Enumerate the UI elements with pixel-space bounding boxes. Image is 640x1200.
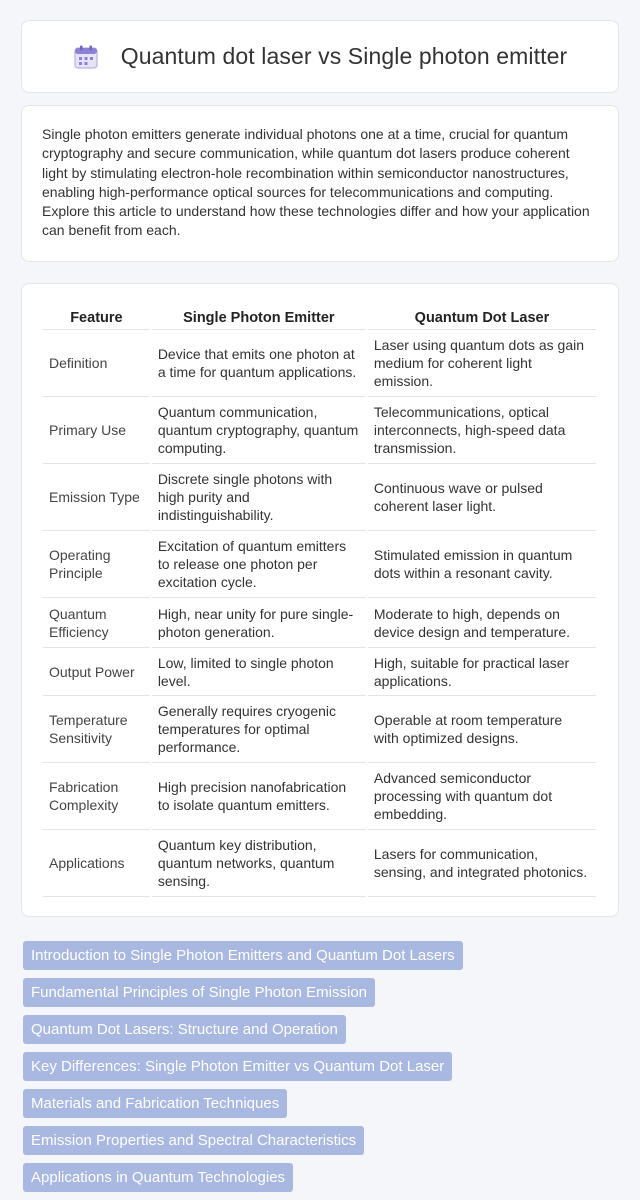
intro-card [21, 105, 619, 262]
row-quantum-dot-laser: High, suitable for practical laser applications. [368, 648, 596, 696]
topic-link[interactable]: Fundamental Principles of Single Photon Emission [23, 978, 375, 1007]
row-single-photon-emitter: Device that emits one photon at a time for quantum applications. [152, 330, 366, 397]
topic-link[interactable]: Emission Properties and Spectral Characteristics [23, 1126, 364, 1155]
intro-text: Single photon emitters generate individual photons one at a time, crucial for quantum cryptography and secure communication, while quantum dot lasers produce coherent light by stimulating electron-hole recombination within semiconductor nanostructures, enabling high-performance optical sources for telecommunications and computing. Explore this article to understand how these technologies differ and how your application can benefit from each. [42, 126, 590, 239]
row-single-photon-emitter: Quantum communication, quantum cryptography, quantum computing. [152, 397, 366, 464]
row-feature: Emission Type [43, 464, 150, 531]
header-card [21, 20, 619, 93]
table-header-row [43, 304, 596, 330]
calendar-icon [73, 44, 99, 70]
row-quantum-dot-laser: Stimulated emission in quantum dots within a resonant cavity. [368, 531, 596, 598]
row-quantum-dot-laser: Laser using quantum dots as gain medium for coherent light emission. [368, 330, 596, 397]
row-single-photon-emitter: Low, limited to single photon level. [152, 648, 366, 696]
row-quantum-dot-laser: Operable at room temperature with optimized designs. [368, 696, 596, 763]
row-feature: Definition [43, 330, 150, 397]
topic-link[interactable]: Key Differences: Single Photon Emitter vs Quantum Dot Laser [23, 1052, 452, 1081]
table-row [43, 598, 596, 648]
topic-link[interactable]: Materials and Fabrication Techniques [23, 1089, 287, 1118]
row-feature: Output Power [43, 648, 150, 696]
table-row [43, 763, 596, 830]
table-row [43, 397, 596, 464]
row-quantum-dot-laser: Advanced semiconductor processing with quantum dot embedding. [368, 763, 596, 830]
row-feature: Temperature Sensitivity [43, 696, 150, 763]
page-title: Quantum dot laser vs Single photon emitter [120, 43, 568, 69]
table-row [43, 648, 596, 696]
header-feature: Feature [43, 304, 150, 330]
row-quantum-dot-laser: Telecommunications, optical interconnects, high-speed data transmission. [368, 397, 596, 464]
topic-link[interactable]: Quantum Dot Lasers: Structure and Operation [23, 1015, 346, 1044]
header-single-photon-emitter: Single Photon Emitter [152, 304, 366, 330]
topic-links [23, 941, 463, 1200]
row-quantum-dot-laser: Moderate to high, depends on device design and temperature. [368, 598, 596, 648]
row-single-photon-emitter: Quantum key distribution, quantum networks, quantum sensing. [152, 830, 366, 897]
row-single-photon-emitter: Discrete single photons with high purity and indistinguishability. [152, 464, 366, 531]
row-quantum-dot-laser: Lasers for communication, sensing, and integrated photonics. [368, 830, 596, 897]
header-quantum-dot-laser: Quantum Dot Laser [368, 304, 596, 330]
table-row [43, 696, 596, 763]
comparison-table [41, 304, 598, 897]
topic-link[interactable]: Introduction to Single Photon Emitters and Quantum Dot Lasers [23, 941, 463, 970]
row-single-photon-emitter: High precision nanofabrication to isolate quantum emitters. [152, 763, 366, 830]
comparison-card [21, 283, 619, 917]
table-row [43, 464, 596, 531]
row-feature: Applications [43, 830, 150, 897]
table-row [43, 330, 596, 397]
row-feature: Primary Use [43, 397, 150, 464]
topic-link[interactable]: Applications in Quantum Technologies [23, 1163, 293, 1192]
row-quantum-dot-laser: Continuous wave or pulsed coherent laser light. [368, 464, 596, 531]
table-row [43, 531, 596, 598]
table-row [43, 830, 596, 897]
row-single-photon-emitter: Generally requires cryogenic temperatures for optimal performance. [152, 696, 366, 763]
row-single-photon-emitter: High, near unity for pure single-photon generation. [152, 598, 366, 648]
row-single-photon-emitter: Excitation of quantum emitters to release one photon per excitation cycle. [152, 531, 366, 598]
row-feature: Operating Principle [43, 531, 150, 598]
row-feature: Quantum Efficiency [43, 598, 150, 648]
row-feature: Fabrication Complexity [43, 763, 150, 830]
